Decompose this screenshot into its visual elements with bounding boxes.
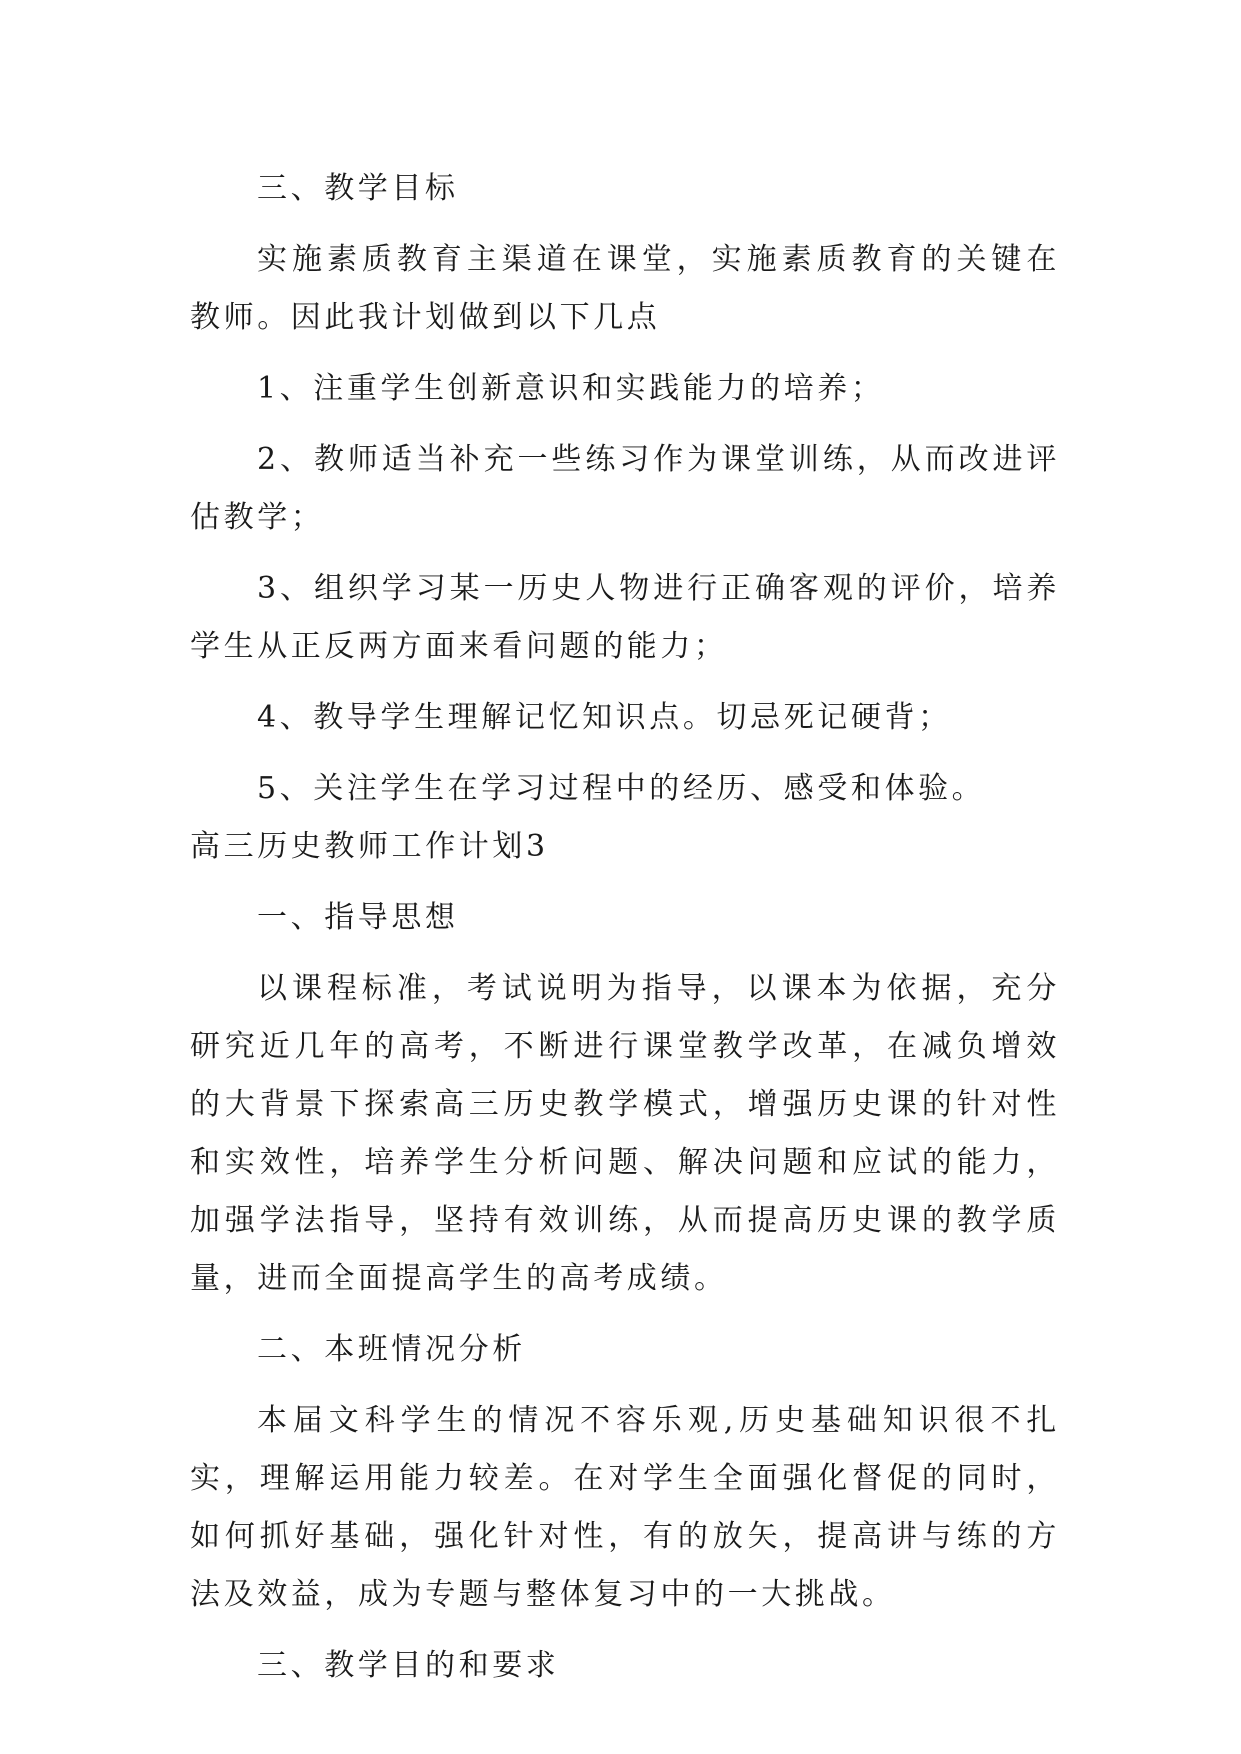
document-body xyxy=(190,160,1060,1708)
section-heading-teaching-aims: 三、教学目的和要求 xyxy=(257,1648,560,1683)
list-item-5: 5、关注学生在学习过程中的经历、感受和体验。 xyxy=(257,771,986,806)
list-item-1: 1、注重学生创新意识和实践能力的培养； xyxy=(257,371,885,406)
section-heading-teaching-goals: 三、教学目标 xyxy=(257,171,459,206)
list-item-2: 2、教师适当补充一些练习作为课堂训练，从而改进评估教学； xyxy=(190,442,1060,535)
list-item-3: 3、组织学习某一历史人物进行正确客观的评价，培养学生从正反两方面来看问题的能力； xyxy=(190,571,1060,664)
section-heading-class-analysis: 二、本班情况分析 xyxy=(257,1332,526,1367)
paragraph-intro: 实施素质教育主渠道在课堂，实施素质教育的关键在教师。因此我计划做到以下几点 xyxy=(190,242,1060,335)
paragraph-guiding-ideology: 以课程标准，考试说明为指导，以课本为依据，充分研究近几年的高考，不断进行课堂教学改革，在减负增效的大背景下探索高三历史教学模式，增强历史课的针对性和实效性，培养学生分析问题、解决问题和应试的能力，加强学法指导，坚持有效训练，从而提高历史课的教学质量，进而全面提高学生的高考成绩。 xyxy=(190,971,1060,1296)
document-title-plan-3: 高三历史教师工作计划3 xyxy=(190,829,549,864)
section-heading-guiding-ideology: 一、指导思想 xyxy=(257,900,459,935)
list-item-4: 4、教导学生理解记忆知识点。切忌死记硬背； xyxy=(257,700,952,735)
paragraph-class-analysis: 本届文科学生的情况不容乐观,历史基础知识很不扎实，理解运用能力较差。在对学生全面强化督促的同时，如何抓好基础，强化针对性，有的放矢，提高讲与练的方法及效益，成为专题与整体复习中的一大挑战。 xyxy=(190,1403,1060,1612)
